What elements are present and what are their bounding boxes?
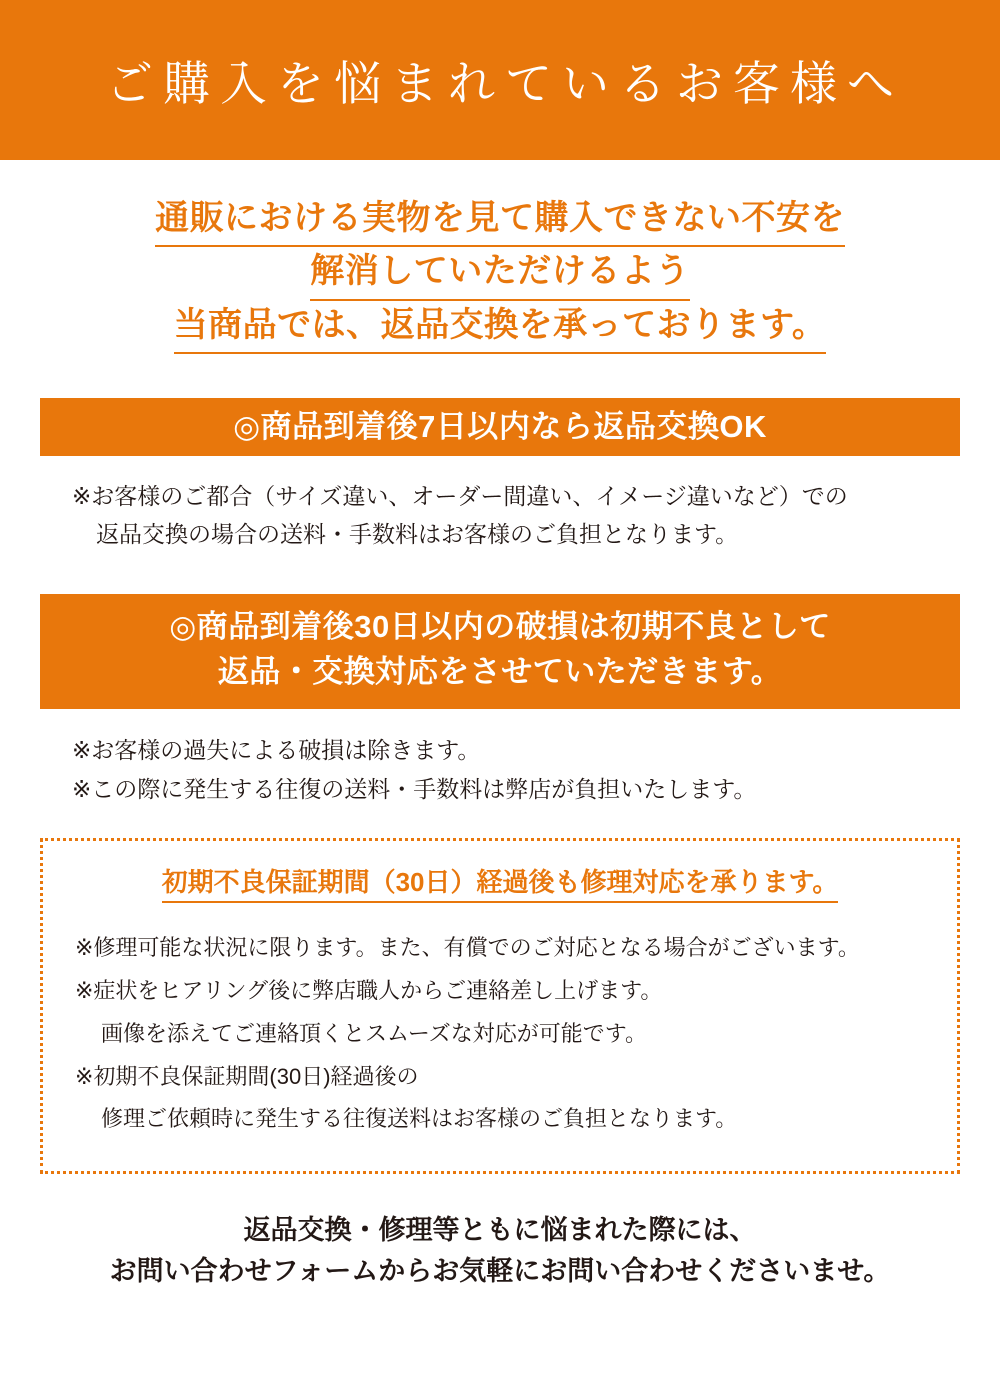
section-1-note-line-2: 返品交換の場合の送料・手数料はお客様のご負担となります。	[96, 520, 739, 547]
repair-note-line-1: ※修理可能な状況に限ります。また、有償でのご対応となる場合がございます。	[75, 934, 860, 960]
page-title: ご購入を悩まれているお客様へ	[106, 58, 904, 111]
lead-line-1: 通販における実物を見て購入できない不安を	[155, 194, 845, 247]
lead-paragraph	[0, 194, 1000, 354]
section-2-note-line-2: ※この際に発生する往復の送料・手数料は弊店が負担いたします。	[72, 776, 757, 803]
repair-policy-box	[40, 838, 960, 1175]
repair-note-line-3: 画像を添えてご連絡頂くとスムーズな対応が可能です。	[101, 1020, 648, 1046]
repair-note-line-5: 修理ご依頼時に発生する往復送料はお客様のご負担となります。	[101, 1106, 738, 1132]
section-1-heading-bar: ◎商品到着後7日以内なら返品交換OK	[40, 398, 960, 456]
repair-note-line-4: ※初期不良保証期間(30日)経過後の	[75, 1063, 419, 1089]
section-2-notes	[72, 731, 1000, 810]
section-1-note-line-1: ※お客様のご都合（サイズ違い、オーダー間違い、イメージ違いなど）での	[72, 482, 848, 509]
section-2-heading-line-1: ◎商品到着後30日以内の破損は初期不良として	[169, 608, 831, 644]
section-2-heading-bar	[40, 594, 960, 709]
footer-line-1: 返品交換・修理等ともに悩まれた際には、	[243, 1215, 757, 1246]
lead-line-2: 解消していただけるよう	[310, 247, 690, 300]
footer-message	[0, 1210, 1000, 1291]
footer-line-2: お問い合わせフォームからお気軽にお問い合わせくださいませ。	[109, 1255, 891, 1286]
lead-line-3: 当商品では、返品交換を承っております。	[174, 301, 827, 354]
repair-note-line-2: ※症状をヒアリング後に弊店職人からご連絡差し上げます。	[75, 977, 663, 1003]
repair-policy-notes	[75, 927, 925, 1141]
section-2-heading-line-2: 返品・交換対応をさせていただきます。	[217, 653, 783, 689]
repair-policy-title-wrap	[75, 867, 925, 903]
header-banner	[0, 0, 1000, 160]
section-2-note-line-1: ※お客様の過失による破損は除きます。	[72, 736, 481, 763]
section-1-notes	[72, 478, 1000, 554]
repair-policy-title: 初期不良保証期間（30日）経過後も修理対応を承ります。	[162, 867, 839, 903]
